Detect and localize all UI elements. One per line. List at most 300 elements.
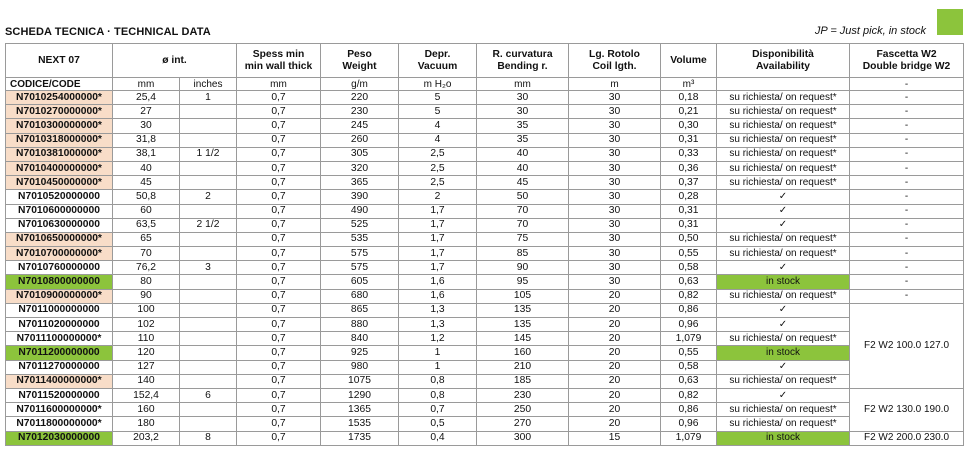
coil-length: 20 [569, 388, 661, 402]
diameter-inches [180, 417, 237, 431]
coil-length: 30 [569, 161, 661, 175]
table-row [6, 247, 964, 261]
diameter-mm: 50,8 [113, 190, 180, 204]
availability-value: in stock [717, 275, 850, 289]
diameter-inches: 1 1/2 [180, 147, 237, 161]
table-row [6, 105, 964, 119]
diameter-inches [180, 232, 237, 246]
coil-length: 20 [569, 332, 661, 346]
availability-value: su richiesta/ on request* [717, 403, 850, 417]
bending-radius: 30 [477, 91, 569, 105]
weight-value: 1735 [321, 431, 399, 445]
coil-length: 20 [569, 289, 661, 303]
double-bridge-value: - [850, 232, 964, 246]
diameter-mm: 80 [113, 275, 180, 289]
availability-value: su richiesta/ on request* [717, 176, 850, 190]
volume-value: 0,63 [661, 374, 717, 388]
diameter-mm: 38,1 [113, 147, 180, 161]
diameter-inches: 2 [180, 190, 237, 204]
availability-value: in stock [717, 431, 850, 445]
availability-value: ✓ [717, 190, 850, 204]
availability-value: su richiesta/ on request* [717, 289, 850, 303]
table-row [6, 431, 964, 445]
availability-value: in stock [717, 346, 850, 360]
table-row [6, 91, 964, 105]
col-wall: Spess min min wall thick [237, 44, 321, 78]
vacuum-value: 1,7 [399, 218, 477, 232]
diameter-inches: 3 [180, 261, 237, 275]
vacuum-value: 1,6 [399, 289, 477, 303]
volume-value: 0,28 [661, 190, 717, 204]
unit-coil: m [569, 78, 661, 91]
table-row [6, 303, 964, 317]
diameter-mm: 30 [113, 119, 180, 133]
stock-legend: JP = Just pick, in stock [814, 25, 926, 37]
volume-value: 0,82 [661, 388, 717, 402]
volume-value: 0,50 [661, 232, 717, 246]
col-double-bridge: Fascetta W2 Double bridge W2 [850, 44, 964, 78]
product-code: N7011200000000 [6, 346, 113, 360]
wall-thickness: 0,7 [237, 431, 321, 445]
bending-radius: 30 [477, 105, 569, 119]
diameter-inches [180, 133, 237, 147]
table-row [6, 346, 964, 360]
coil-length: 30 [569, 247, 661, 261]
weight-value: 245 [321, 119, 399, 133]
vacuum-value: 4 [399, 133, 477, 147]
bending-radius: 185 [477, 374, 569, 388]
diameter-inches [180, 332, 237, 346]
product-code: N7010800000000 [6, 275, 113, 289]
bending-radius: 85 [477, 247, 569, 261]
diameter-inches [180, 374, 237, 388]
table-row [6, 360, 964, 374]
volume-value: 0,58 [661, 261, 717, 275]
vacuum-value: 4 [399, 119, 477, 133]
availability-value: ✓ [717, 303, 850, 317]
double-bridge-value: - [850, 176, 964, 190]
product-code: N7012030000000 [6, 431, 113, 445]
volume-value: 0,96 [661, 318, 717, 332]
table-row [6, 218, 964, 232]
diameter-mm: 60 [113, 204, 180, 218]
double-bridge-value: - [850, 218, 964, 232]
availability-value: su richiesta/ on request* [717, 247, 850, 261]
wall-thickness: 0,7 [237, 289, 321, 303]
double-bridge-value: - [850, 289, 964, 303]
diameter-inches [180, 318, 237, 332]
weight-value: 880 [321, 318, 399, 332]
bending-radius: 90 [477, 261, 569, 275]
coil-length: 30 [569, 91, 661, 105]
bending-radius: 40 [477, 161, 569, 175]
weight-value: 575 [321, 261, 399, 275]
unit-volume: m³ [661, 78, 717, 91]
unit-double-bridge: - [850, 78, 964, 91]
table-row [6, 374, 964, 388]
coil-length: 30 [569, 105, 661, 119]
weight-value: 1075 [321, 374, 399, 388]
vacuum-value: 1,2 [399, 332, 477, 346]
product-code: N7011270000000 [6, 360, 113, 374]
weight-value: 305 [321, 147, 399, 161]
diameter-inches [180, 346, 237, 360]
double-bridge-value: - [850, 91, 964, 105]
bending-radius: 160 [477, 346, 569, 360]
diameter-inches [180, 360, 237, 374]
product-code: N7010254000000* [6, 91, 113, 105]
volume-value: 0,96 [661, 417, 717, 431]
vacuum-value: 2,5 [399, 147, 477, 161]
bending-radius: 210 [477, 360, 569, 374]
double-bridge-value: - [850, 247, 964, 261]
weight-value: 365 [321, 176, 399, 190]
wall-thickness: 0,7 [237, 119, 321, 133]
weight-value: 840 [321, 332, 399, 346]
bending-radius: 45 [477, 176, 569, 190]
availability-value: ✓ [717, 204, 850, 218]
diameter-inches [180, 105, 237, 119]
product-code: N7010520000000 [6, 190, 113, 204]
bending-radius: 270 [477, 417, 569, 431]
wall-thickness: 0,7 [237, 403, 321, 417]
volume-value: 0,31 [661, 204, 717, 218]
bending-radius: 95 [477, 275, 569, 289]
wall-thickness: 0,7 [237, 247, 321, 261]
coil-length: 30 [569, 261, 661, 275]
diameter-mm: 203,2 [113, 431, 180, 445]
vacuum-value: 0,7 [399, 403, 477, 417]
col-availability: Disponibilità Availability [717, 44, 850, 78]
diameter-inches [180, 247, 237, 261]
weight-value: 680 [321, 289, 399, 303]
volume-value: 0,55 [661, 247, 717, 261]
product-code: N7010400000000* [6, 161, 113, 175]
bending-radius: 70 [477, 204, 569, 218]
table-row [6, 161, 964, 175]
table-row [6, 417, 964, 431]
table-row [6, 119, 964, 133]
diameter-inches: 8 [180, 431, 237, 445]
unit-vacuum: m H₂o [399, 78, 477, 91]
coil-length: 15 [569, 431, 661, 445]
wall-thickness: 0,7 [237, 218, 321, 232]
bending-radius: 145 [477, 332, 569, 346]
weight-value: 575 [321, 247, 399, 261]
table-row [6, 204, 964, 218]
vacuum-value: 1,7 [399, 261, 477, 275]
availability-value: ✓ [717, 261, 850, 275]
vacuum-value: 1,7 [399, 247, 477, 261]
double-bridge-value: F2 W2 100.0 127.0 [850, 303, 964, 388]
table-row [6, 289, 964, 303]
bending-radius: 135 [477, 303, 569, 317]
volume-value: 0,36 [661, 161, 717, 175]
double-bridge-value: - [850, 105, 964, 119]
coil-length: 20 [569, 417, 661, 431]
weight-value: 260 [321, 133, 399, 147]
weight-value: 230 [321, 105, 399, 119]
vacuum-value: 1,7 [399, 204, 477, 218]
product-code: N7010300000000* [6, 119, 113, 133]
col-volume: Volume [661, 44, 717, 78]
diameter-mm: 100 [113, 303, 180, 317]
diameter-inches [180, 289, 237, 303]
table-row [6, 261, 964, 275]
diameter-mm: 140 [113, 374, 180, 388]
unit-availability [717, 78, 850, 91]
table-row [6, 232, 964, 246]
vacuum-value: 1 [399, 360, 477, 374]
volume-value: 0,21 [661, 105, 717, 119]
weight-value: 605 [321, 275, 399, 289]
coil-length: 20 [569, 360, 661, 374]
weight-value: 865 [321, 303, 399, 317]
diameter-inches [180, 119, 237, 133]
coil-length: 20 [569, 403, 661, 417]
volume-value: 1,079 [661, 332, 717, 346]
diameter-inches: 2 1/2 [180, 218, 237, 232]
vacuum-value: 0,4 [399, 431, 477, 445]
coil-length: 30 [569, 119, 661, 133]
wall-thickness: 0,7 [237, 318, 321, 332]
volume-value: 0,30 [661, 119, 717, 133]
coil-length: 20 [569, 346, 661, 360]
diameter-mm: 160 [113, 403, 180, 417]
table-row [6, 388, 964, 402]
vacuum-value: 1,7 [399, 232, 477, 246]
diameter-mm: 27 [113, 105, 180, 119]
wall-thickness: 0,7 [237, 360, 321, 374]
product-code: N7010318000000* [6, 133, 113, 147]
diameter-mm: 120 [113, 346, 180, 360]
product-code: N7011020000000 [6, 318, 113, 332]
unit-code: CODICE/CODE [6, 78, 113, 91]
availability-value: su richiesta/ on request* [717, 147, 850, 161]
wall-thickness: 0,7 [237, 105, 321, 119]
coil-length: 30 [569, 176, 661, 190]
double-bridge-value: - [850, 147, 964, 161]
col-weight: Peso Weight [321, 44, 399, 78]
table-row [6, 190, 964, 204]
diameter-inches: 1 [180, 91, 237, 105]
vacuum-value: 0,8 [399, 388, 477, 402]
availability-value: ✓ [717, 388, 850, 402]
col-bending: R. curvatura Bending r. [477, 44, 569, 78]
wall-thickness: 0,7 [237, 190, 321, 204]
diameter-inches [180, 161, 237, 175]
product-code: N7011800000000* [6, 417, 113, 431]
table-row [6, 403, 964, 417]
bending-radius: 50 [477, 190, 569, 204]
wall-thickness: 0,7 [237, 417, 321, 431]
bending-radius: 35 [477, 133, 569, 147]
product-code: N7010700000000* [6, 247, 113, 261]
wall-thickness: 0,7 [237, 303, 321, 317]
wall-thickness: 0,7 [237, 332, 321, 346]
volume-value: 0,55 [661, 346, 717, 360]
bending-radius: 75 [477, 232, 569, 246]
col-coil: Lg. Rotolo Coil lgth. [569, 44, 661, 78]
product-code: N7010381000000* [6, 147, 113, 161]
weight-value: 925 [321, 346, 399, 360]
diameter-mm: 25,4 [113, 91, 180, 105]
wall-thickness: 0,7 [237, 176, 321, 190]
volume-value: 0,58 [661, 360, 717, 374]
double-bridge-value: - [850, 161, 964, 175]
diameter-mm: 40 [113, 161, 180, 175]
top-bar [0, 0, 970, 44]
diameter-mm: 90 [113, 289, 180, 303]
bending-radius: 250 [477, 403, 569, 417]
product-code: N7010600000000 [6, 204, 113, 218]
volume-value: 0,18 [661, 91, 717, 105]
weight-value: 980 [321, 360, 399, 374]
diameter-mm: 180 [113, 417, 180, 431]
wall-thickness: 0,7 [237, 204, 321, 218]
diameter-mm: 63,5 [113, 218, 180, 232]
volume-value: 0,63 [661, 275, 717, 289]
weight-value: 1365 [321, 403, 399, 417]
coil-length: 30 [569, 147, 661, 161]
diameter-mm: 110 [113, 332, 180, 346]
page-title: SCHEDA TECNICA · TECHNICAL DATA [5, 26, 211, 38]
unit-inches: inches [180, 78, 237, 91]
vacuum-value: 2,5 [399, 161, 477, 175]
wall-thickness: 0,7 [237, 275, 321, 289]
availability-value: su richiesta/ on request* [717, 119, 850, 133]
coil-length: 30 [569, 190, 661, 204]
col-diameter: ø int. [113, 44, 237, 78]
wall-thickness: 0,7 [237, 346, 321, 360]
product-code: N7011600000000* [6, 403, 113, 417]
volume-value: 0,86 [661, 403, 717, 417]
diameter-inches [180, 204, 237, 218]
availability-value: su richiesta/ on request* [717, 105, 850, 119]
weight-value: 390 [321, 190, 399, 204]
wall-thickness: 0,7 [237, 261, 321, 275]
availability-value: su richiesta/ on request* [717, 332, 850, 346]
weight-value: 1535 [321, 417, 399, 431]
product-code: N7010900000000* [6, 289, 113, 303]
product-code: N7010650000000* [6, 232, 113, 246]
bending-radius: 300 [477, 431, 569, 445]
diameter-inches [180, 275, 237, 289]
availability-value: ✓ [717, 218, 850, 232]
vacuum-value: 5 [399, 105, 477, 119]
bending-radius: 230 [477, 388, 569, 402]
diameter-inches [180, 176, 237, 190]
double-bridge-value: - [850, 119, 964, 133]
product-code: N7010760000000 [6, 261, 113, 275]
double-bridge-value: - [850, 204, 964, 218]
header-row [6, 44, 964, 78]
wall-thickness: 0,7 [237, 133, 321, 147]
units-row [6, 78, 964, 91]
coil-length: 20 [569, 318, 661, 332]
bending-radius: 40 [477, 147, 569, 161]
weight-value: 320 [321, 161, 399, 175]
coil-length: 30 [569, 218, 661, 232]
vacuum-value: 1,3 [399, 318, 477, 332]
table-row [6, 318, 964, 332]
diameter-inches: 6 [180, 388, 237, 402]
vacuum-value: 1 [399, 346, 477, 360]
diameter-mm: 70 [113, 247, 180, 261]
vacuum-value: 1,3 [399, 303, 477, 317]
vacuum-value: 1,6 [399, 275, 477, 289]
diameter-mm: 31,8 [113, 133, 180, 147]
double-bridge-value: - [850, 275, 964, 289]
table-row [6, 133, 964, 147]
volume-value: 0,86 [661, 303, 717, 317]
product-code: N7011400000000* [6, 374, 113, 388]
wall-thickness: 0,7 [237, 374, 321, 388]
product-code: N7011520000000 [6, 388, 113, 402]
wall-thickness: 0,7 [237, 388, 321, 402]
vacuum-value: 0,5 [399, 417, 477, 431]
coil-length: 30 [569, 133, 661, 147]
coil-length: 30 [569, 275, 661, 289]
technical-data-table [5, 43, 964, 446]
double-bridge-value: F2 W2 130.0 190.0 [850, 388, 964, 431]
volume-value: 0,31 [661, 133, 717, 147]
weight-value: 1290 [321, 388, 399, 402]
stock-legend-swatch [937, 9, 963, 35]
diameter-inches [180, 303, 237, 317]
unit-mm: mm [113, 78, 180, 91]
product-code: N7010450000000* [6, 176, 113, 190]
unit-weight: g/m [321, 78, 399, 91]
diameter-mm: 76,2 [113, 261, 180, 275]
diameter-mm: 127 [113, 360, 180, 374]
diameter-inches [180, 403, 237, 417]
coil-length: 20 [569, 374, 661, 388]
product-code: N7011000000000 [6, 303, 113, 317]
double-bridge-value: - [850, 190, 964, 204]
diameter-mm: 65 [113, 232, 180, 246]
col-vacuum: Depr. Vacuum [399, 44, 477, 78]
diameter-mm: 152,4 [113, 388, 180, 402]
wall-thickness: 0,7 [237, 91, 321, 105]
volume-value: 1,079 [661, 431, 717, 445]
volume-value: 0,37 [661, 176, 717, 190]
vacuum-value: 0,8 [399, 374, 477, 388]
product-code: N7010630000000 [6, 218, 113, 232]
volume-value: 0,82 [661, 289, 717, 303]
table-row [6, 332, 964, 346]
product-code: N7010270000000* [6, 105, 113, 119]
vacuum-value: 5 [399, 91, 477, 105]
product-code: N7011100000000* [6, 332, 113, 346]
table-row [6, 147, 964, 161]
unit-wall: mm [237, 78, 321, 91]
coil-length: 30 [569, 232, 661, 246]
wall-thickness: 0,7 [237, 147, 321, 161]
volume-value: 0,31 [661, 218, 717, 232]
double-bridge-value: - [850, 261, 964, 275]
wall-thickness: 0,7 [237, 161, 321, 175]
weight-value: 220 [321, 91, 399, 105]
availability-value: ✓ [717, 360, 850, 374]
availability-value: su richiesta/ on request* [717, 161, 850, 175]
coil-length: 30 [569, 204, 661, 218]
availability-value: ✓ [717, 318, 850, 332]
bending-radius: 35 [477, 119, 569, 133]
bending-radius: 135 [477, 318, 569, 332]
bending-radius: 70 [477, 218, 569, 232]
coil-length: 20 [569, 303, 661, 317]
